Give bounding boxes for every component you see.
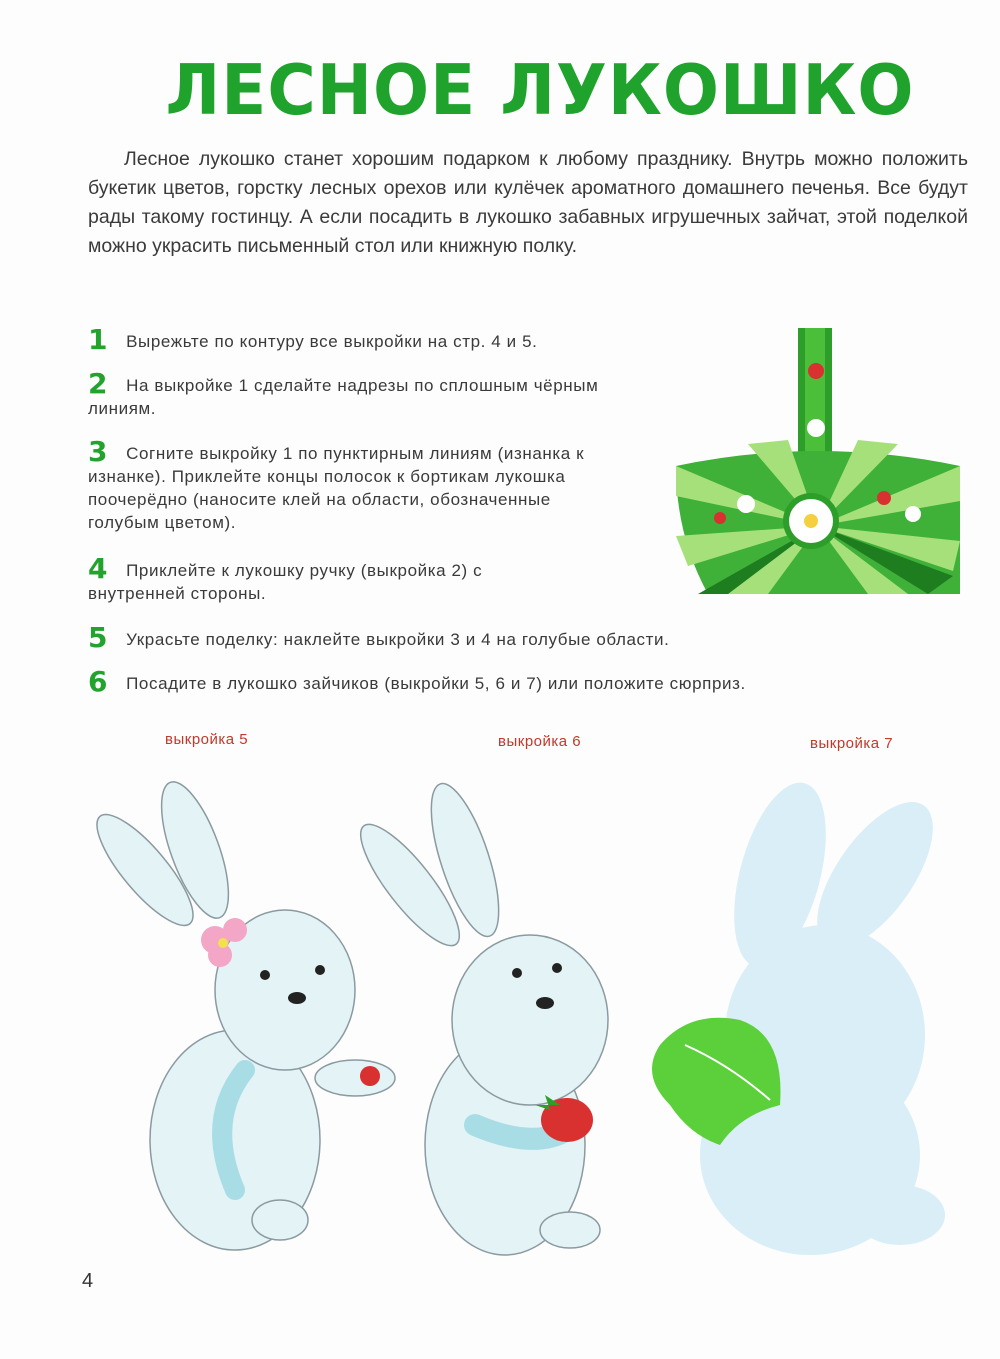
- step-text: Вырежьте по контуру все выкройки на стр. 4 и 5.: [126, 332, 538, 351]
- pattern-label-5: выкройка 5: [165, 731, 249, 748]
- step-2: [88, 367, 628, 420]
- step-4: [88, 552, 568, 605]
- step-number: 2: [88, 367, 109, 400]
- step-number: 5: [88, 621, 109, 654]
- pattern-label-7: выкройка 7: [810, 735, 894, 752]
- page-title: ЛЕСНОЕ ЛУКОШКО: [165, 50, 915, 131]
- step-1: [88, 323, 668, 356]
- page-number: 4: [82, 1270, 94, 1292]
- step-5: [88, 621, 828, 654]
- step-3: [88, 435, 598, 534]
- step-number: 3: [88, 435, 109, 468]
- basket-illustration: [668, 326, 968, 598]
- intro-paragraph: Лесное лукошко станет хорошим подарком к любому празднику. Внутрь можно положить букетик цветов, горстку лесных орехов или кулёчек ароматного домашнего печенья. Все будут рады такому гостинцу. А если посадить в лукошко забавных игрушечных зайчат, этой поделкой можно украсить письменный стол или книжную полку.: [88, 148, 968, 257]
- step-text: Согните выкройку 1 по пунктирным линиям (изнанка к изнанке). Приклейте концы полосок к бортикам лукошка поочерёдно (наносите клей на области, обозначенные голубым цветом).: [88, 444, 585, 532]
- step-6: [88, 665, 928, 698]
- step-text: На выкройке 1 сделайте надрезы по сплошным чёрным линиям.: [88, 376, 599, 418]
- step-number: 6: [88, 665, 109, 698]
- step-text: Приклейте к лукошку ручку (выкройка 2) с внутренней стороны.: [88, 561, 483, 603]
- bunny-pattern-6: [345, 775, 625, 1265]
- step-number: 4: [88, 552, 109, 585]
- step-number: 1: [88, 323, 109, 356]
- step-text: Посадите в лукошко зайчиков (выкройки 5, 6 и 7) или положите сюрприз.: [126, 674, 746, 693]
- bunny-pattern-7: [630, 775, 950, 1265]
- pattern-label-6: выкройка 6: [498, 733, 582, 750]
- step-text: Украсьте поделку: наклейте выкройки 3 и 4 на голубые области.: [126, 630, 670, 649]
